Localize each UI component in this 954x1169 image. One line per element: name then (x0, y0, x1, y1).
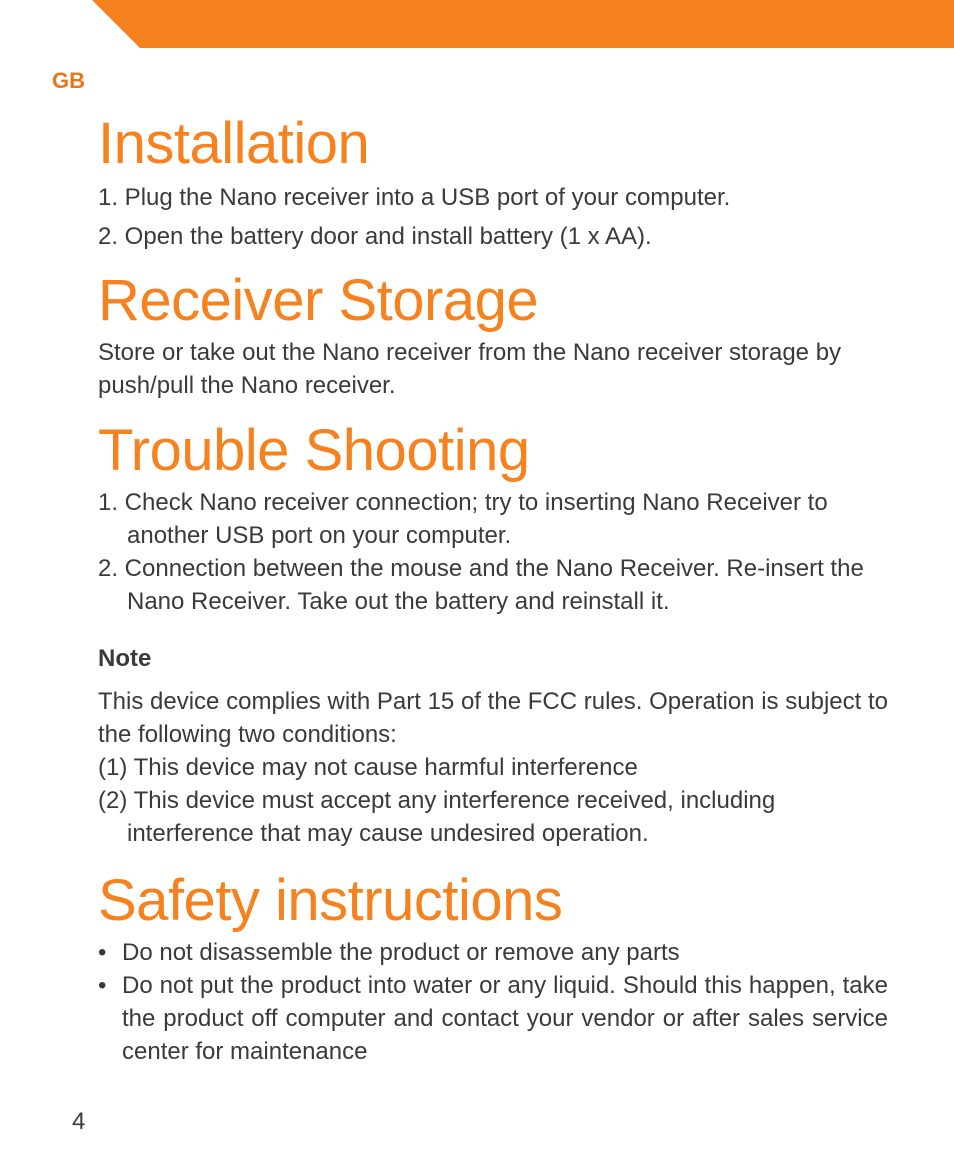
receiver-storage-title: Receiver Storage (98, 268, 539, 333)
installation-section (98, 111, 888, 253)
safety-item (98, 969, 888, 1068)
safety-item-text: Do not put the product into water or any liquid. Should this happen, take the product off computer and contact your vendor or after sales service center for maintenance (122, 972, 888, 1065)
trouble-shooting-title: Trouble Shooting (98, 418, 530, 483)
safety-item (98, 936, 888, 969)
note-section (98, 645, 888, 850)
safety-section (98, 868, 888, 1068)
installation-title: Installation (98, 111, 370, 176)
language-tag: GB (52, 68, 85, 93)
note-text: This device complies with Part 15 of the FCC rules. Operation is subject to the following two conditions: (98, 688, 888, 748)
receiver-storage-section (98, 268, 888, 402)
installation-step-2: 2. Open the battery door and install battery (1 x AA). (98, 223, 652, 250)
receiver-storage-text: Store or take out the Nano receiver from the Nano receiver storage by push/pull the Nano receiver. (98, 339, 842, 399)
installation-step-1: 1. Plug the Nano receiver into a USB port of your computer. (98, 184, 731, 211)
safety-title: Safety instructions (98, 868, 563, 933)
trouble-shooting-step-2: 2. Connection between the mouse and the Nano Receiver. Re-insert the Nano Receiver. Take out the battery and reinstall it. (98, 555, 864, 615)
trouble-shooting-section (98, 418, 888, 618)
bullet-icon: • (98, 939, 107, 966)
page-number: 4 (72, 1108, 86, 1135)
note-heading: Note (98, 645, 152, 672)
header-banner (92, 0, 954, 48)
note-condition-2: (2) This device must accept any interference received, including interference that may cause undesired operation. (98, 787, 776, 847)
note-condition-1: (1) This device may not cause harmful interference (98, 754, 638, 781)
safety-item-text: Do not disassemble the product or remove any parts (122, 939, 680, 966)
trouble-shooting-step-1: 1. Check Nano receiver connection; try to inserting Nano Receiver to another USB port on your computer. (98, 489, 828, 549)
bullet-icon: • (98, 972, 107, 999)
